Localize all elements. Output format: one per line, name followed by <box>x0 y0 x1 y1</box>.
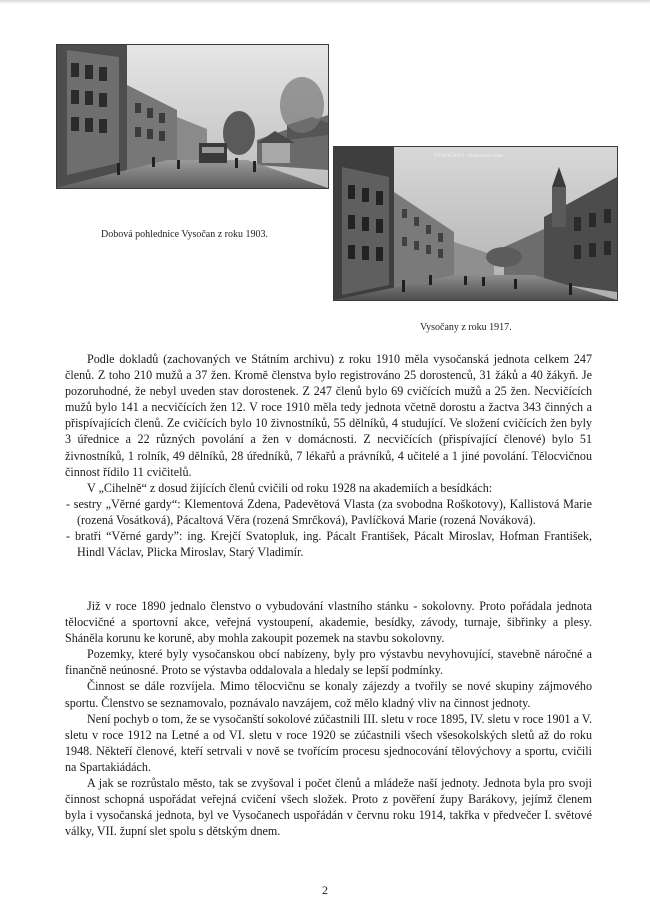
paragraph-pozemky: Pozemky, které byly vysočanskou obcí nabízeny, byly pro výstavbu nevyhovující, stavebně náročné a finančně neúnosné. Proto se výstavba oddalovala a hledaly se lepší podmínky. <box>65 647 592 678</box>
paragraph-sokolovna-1890: Již v roce 1890 jednalo členstvo o vybudování vlastního stánku - sokolovny. Proto pořádala jednota tělocvičné a sportovní akce, veřejná vystoupení, akademie, besídky, závody, turnaje, šibřinky a plesy. Sháněla korunu ke koruně, aby mohla zakoupit pozemek na stavbu sokolovny. <box>65 599 592 646</box>
paragraph-membership-1910: Podle dokladů (zachovaných ve Státním archivu) z roku 1910 měla vysočanská jednota celkem 247 členů. Z toho 210 mužů a 37 žen. Kromě členstva bylo registrováno 25 dorostenců, 31 žáků a 40 žákyň. Je pozoruhodné, že nebyl uveden stav dorostenek. Z 247 členů bylo 69 cvičících mužů a 25 žen. Necvičících mužů bylo 141 a necvičících žen 12. V roce 1910 měla tedy jednota včetně dorostu a žactva 343 činných a přispívajících členů. Ze cvičících bylo 10 živnostníků, 55 dělníků, 4 studující. Ve složení cvičících žen byly 3 úřednice a 22 různých povolání a žen v domácnosti. Z necvičících (přispívající členové) bylo 51 živnostníků, 1 rolník, 49 dělníků, 28 úředníků, 7 lékařů a právníků, 4 učitelé a 1 jiné povolání. Tělocvičnou činnost řídilo 11 cvičitelů. <box>65 352 592 479</box>
paragraph-cihelna: V „Cihelně“ z dosud žijících členů cvičili od roku 1928 na akademiích a besídkách: <box>87 480 493 495</box>
list-item-brothers: - bratři “Věrné gardy”: ing. Krejčí Svatopluk, ing. Pácalt František, Pácalt Miroslav, Hofman František, Hindl Václav, Plicka Miroslav, Starý Vladimír. <box>66 529 592 560</box>
article-text-lower <box>65 598 592 839</box>
photo-inscription: VYSOČANY - Královská třída <box>434 153 503 159</box>
photo-caption-1903: Dobová pohlednice Vysočan z roku 1903. <box>101 229 269 240</box>
paragraph-zupni-slet: A jak se rozrůstalo město, tak se zvyšoval i počet členů a mládeže naší jednoty. Jednota byla pro svoji činnost schopná uspořádat veřejná cvičení všech složek. Proto z pověření župy Barákovy, jejímž členem byla i vysočanská jednota, byl ve Vysočanech uspořádán v červnu roku 1914, takřka v předvečer I. světové války, VII. župní slet spolu s dětským dnem. <box>65 776 592 839</box>
street-scene-illustration-1917 <box>334 147 617 300</box>
list-item-sisters: - sestry „Věrné gardy“: Klementová Zdena, Padevětová Vlasta (za svobodna Roškotovy), Kallistová Marie (rozená Vosátková), Pácaltová Věra (rozená Smrčková), Pavlíčková Marie (rozená Nováková). <box>66 496 592 527</box>
paragraph-slety: Není pochyb o tom, že se vysočanští sokolové zúčastnili III. sletu v roce 1895, IV. sletu v roce 1901 a V. sletu v roce 1912 na Letné a od VI. sletu v roce 1920 se zúčastnili všech všesokolských sletů až do roku 1948. Někteří členové, kteří setrvali v nově se tvořícím procesu sjednocování tělovýchovy a sportu, cvičili na Spartakiádách. <box>65 711 592 774</box>
historic-postcard-photo-1903 <box>56 44 329 189</box>
street-scene-illustration <box>57 45 328 188</box>
page-number: 2 <box>322 883 328 897</box>
historic-photo-1917 <box>333 146 618 301</box>
verne-gardy-list <box>65 496 592 560</box>
article-text-upper <box>65 351 592 560</box>
photo-caption-1917: Vysočany z roku 1917. <box>420 322 512 333</box>
paragraph-cinnost: Činnost se dále rozvíjela. Mimo tělocvičnu se konaly zájezdy a tvořily se nové skupiny zájmového sportu. Členstvo se seznamovalo, poznávalo navzájem, což mělo kladný vliv na činnost jednoty. <box>65 679 592 710</box>
scan-top-edge <box>0 0 650 4</box>
